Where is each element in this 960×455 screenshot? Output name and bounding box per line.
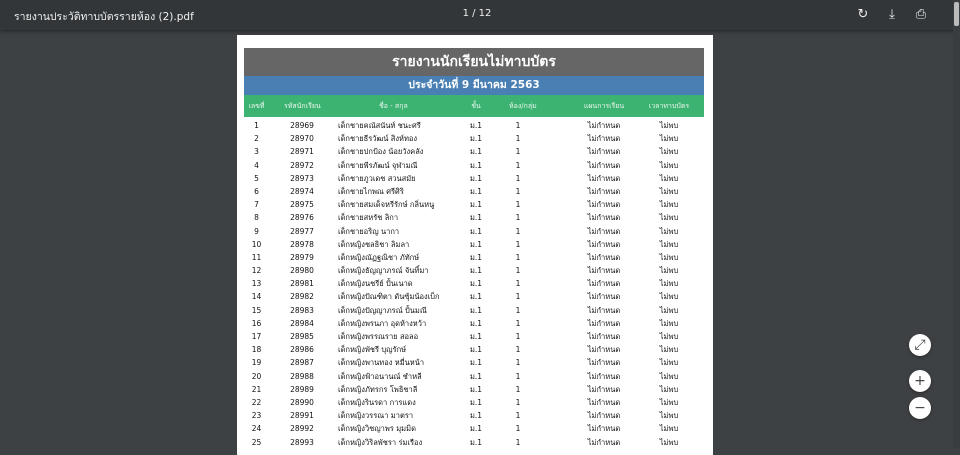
table-cell: 21: [251, 384, 262, 394]
table-cell: ไม่พบ: [659, 186, 679, 196]
table-cell: ไม่พบ: [659, 200, 679, 210]
table-cell: 1: [515, 200, 521, 210]
table-cell: ม.1: [469, 200, 483, 210]
table-cell: ไม่กำหนด: [587, 358, 621, 368]
col-header: ชื่อ - สกุล: [379, 102, 408, 110]
zoom-out-button[interactable]: [909, 397, 931, 419]
table-cell: 28985: [290, 332, 314, 341]
table-cell: ไม่กำหนด: [587, 345, 621, 355]
table-cell: ไม่กำหนด: [587, 134, 621, 144]
table-cell: ม.1: [469, 345, 483, 355]
table-cell: ไม่พบ: [659, 239, 679, 249]
pdf-page: [237, 35, 713, 455]
table-cell: เด็กชายภูวเดช สวนสมัย: [338, 173, 416, 183]
table-cell: ไม่พบ: [659, 397, 679, 407]
table-cell: ม.1: [469, 173, 483, 183]
table-cell: ไม่กำหนด: [587, 186, 621, 196]
table-cell: ไม่กำหนด: [587, 411, 621, 421]
table-row: [244, 396, 704, 409]
table-cell: 28970: [290, 134, 314, 144]
table-body: [244, 119, 704, 449]
table-cell: 1: [515, 226, 521, 236]
table-cell: 3: [254, 147, 259, 157]
table-row: [244, 185, 704, 198]
zoom-out-icon: −: [914, 400, 926, 416]
table-cell: ไม่พบ: [659, 252, 679, 262]
table-cell: เด็กหญิงชลธิชา ลิมลา: [338, 239, 410, 249]
table-cell: 1: [515, 252, 521, 262]
table-row: [244, 251, 704, 264]
table-cell: ม.1: [469, 160, 483, 170]
table-cell: 1: [515, 424, 521, 434]
table-cell: ไม่พบ: [659, 384, 679, 394]
table-cell: ไม่กำหนด: [587, 173, 621, 183]
table-cell: 17: [251, 332, 262, 341]
table-row: [244, 238, 704, 251]
table-cell: ไม่กำหนด: [587, 332, 621, 341]
table-cell: 5: [254, 173, 259, 183]
table-cell: 18: [251, 345, 262, 355]
table-row: [244, 383, 704, 396]
table-cell: ไม่กำหนด: [587, 292, 621, 302]
table-row: [244, 422, 704, 435]
table-cell: ไม่พบ: [659, 160, 679, 170]
table-cell: 28977: [290, 226, 314, 236]
table-cell: ไม่กำหนด: [587, 424, 621, 434]
table-cell: เด็กหญิงพัชรี บุญรักษ์: [338, 345, 407, 355]
table-cell: 1: [515, 397, 521, 407]
table-cell: 19: [251, 358, 262, 368]
table-cell: ไม่กำหนด: [587, 266, 621, 276]
table-cell: เด็กหญิงธัญญาภรณ์ จันทิ์มา: [338, 266, 429, 276]
table-cell: ม.1: [469, 397, 483, 407]
table-cell: 28982: [290, 292, 314, 302]
table-cell: ไม่พบ: [659, 305, 679, 315]
table-cell: 13: [251, 279, 262, 289]
table-cell: ไม่พบ: [659, 134, 679, 144]
table-cell: ไม่กำหนด: [587, 371, 621, 381]
table-row: [244, 159, 704, 172]
table-cell: ม.1: [469, 147, 483, 157]
table-cell: เด็กหญิงฟ้าอนานณ์ ชำหลี: [338, 371, 422, 381]
report-title: รายงานนักเรียนไม่ทาบบัตร: [244, 48, 704, 76]
table-cell: ไม่พบ: [659, 424, 679, 434]
table-cell: เด็กหญิงพานทอง หมื่นหน้า: [338, 358, 425, 368]
table-row: [244, 132, 704, 145]
table-row: [244, 145, 704, 158]
table-cell: 28993: [290, 437, 314, 447]
table-cell: เด็กชายไกพณ ศรีศิริ: [338, 186, 404, 196]
table-cell: 15: [251, 305, 262, 315]
table-cell: 28976: [290, 213, 314, 223]
col-header: ห้อง/กลุ่ม: [509, 102, 537, 110]
table-cell: 28969: [290, 121, 314, 130]
table-cell: ไม่กำหนด: [587, 384, 621, 394]
pdf-toolbar: [0, 0, 960, 30]
table-cell: เด็กหญิงวรรณา มาตรา: [338, 411, 414, 421]
table-cell: 28988: [290, 371, 314, 381]
table-cell: 1: [515, 305, 521, 315]
table-cell: ไม่พบ: [659, 371, 679, 381]
table-cell: ไม่พบ: [659, 121, 679, 130]
table-row: [244, 225, 704, 238]
table-cell: 1: [515, 266, 521, 276]
table-cell: ม.1: [469, 186, 483, 196]
download-icon[interactable]: ⤓: [889, 7, 895, 22]
table-cell: ม.1: [469, 305, 483, 315]
table-cell: ม.1: [469, 279, 483, 289]
table-cell: 23: [251, 411, 262, 421]
table-cell: 25: [251, 437, 262, 447]
scrollbar-thumb[interactable]: [954, 2, 959, 26]
table-cell: ม.1: [469, 332, 483, 341]
table-cell: ไม่กำหนด: [587, 213, 621, 223]
table-cell: 10: [251, 239, 262, 249]
table-cell: 28973: [290, 173, 314, 183]
table-cell: ไม่กำหนด: [587, 397, 621, 407]
fit-page-button[interactable]: [909, 334, 931, 356]
table-cell: ม.1: [469, 411, 483, 421]
table-cell: 28979: [290, 252, 314, 262]
table-cell: เด็กหญิงปัญญาภรณ์ ปั้นมณี: [338, 305, 427, 315]
table-cell: ไม่กำหนด: [587, 252, 621, 262]
table-cell: 20: [251, 371, 262, 381]
table-cell: ม.1: [469, 437, 483, 447]
table-cell: ไม่พบ: [659, 411, 679, 421]
table-cell: 7: [254, 200, 259, 210]
table-cell: ไม่พบ: [659, 279, 679, 289]
table-cell: ไม่พบ: [659, 266, 679, 276]
table-cell: ม.1: [469, 266, 483, 276]
table-row: [244, 264, 704, 277]
table-cell: 1: [515, 173, 521, 183]
table-cell: ม.1: [469, 292, 483, 302]
table-cell: 28975: [290, 200, 314, 210]
table-cell: ม.1: [469, 226, 483, 236]
table-cell: เด็กชายธีรวัฒน์ สิงห์ทอง: [338, 134, 418, 144]
table-cell: 8: [254, 213, 259, 223]
table-cell: 28972: [290, 160, 314, 170]
report-date: ประจำวันที่ 9 มีนาคม 2563: [244, 76, 704, 95]
table-cell: ไม่พบ: [659, 358, 679, 368]
col-header: เวลาทาบบัตร: [648, 102, 690, 110]
document-title: รายงานประวัติทาบบัตรรายห้อง (2).pdf: [14, 11, 194, 23]
table-cell: ไม่พบ: [659, 318, 679, 328]
table-cell: 28974: [290, 186, 314, 196]
table-cell: ไม่พบ: [659, 226, 679, 236]
table-row: [244, 172, 704, 185]
table-cell: ไม่กำหนด: [587, 200, 621, 210]
col-header: เลขที่: [248, 102, 265, 110]
col-header: แผนการเรียน: [583, 102, 625, 110]
table-cell: 28989: [290, 384, 314, 394]
table-cell: เด็กหญิงวิริลพัชรา ร่มเรือง: [338, 437, 423, 447]
table-cell: ไม่กำหนด: [587, 121, 621, 130]
table-cell: เด็กหญิงณัฏฐณิชา ภัทักษ์: [338, 252, 420, 262]
table-cell: 1: [515, 318, 521, 328]
table-cell: 24: [251, 424, 262, 434]
table-cell: เด็กชายอริญ นากา: [338, 226, 400, 236]
table-cell: ไม่กำหนด: [587, 279, 621, 289]
table-cell: ไม่พบ: [659, 213, 679, 223]
table-cell: 16: [251, 318, 262, 328]
table-row: [244, 409, 704, 422]
table-row: [244, 370, 704, 383]
table-cell: 1: [515, 279, 521, 289]
table-cell: ไม่พบ: [659, 173, 679, 183]
table-cell: ม.1: [469, 252, 483, 262]
col-header: ชั้น: [471, 102, 481, 110]
table-cell: เด็กหญิงรินรดา การแดง: [338, 397, 416, 407]
print-icon[interactable]: ⎙: [915, 7, 927, 22]
table-row: [244, 356, 704, 369]
table-cell: 28981: [290, 279, 314, 289]
table-cell: 1: [515, 332, 521, 341]
table-cell: เด็กหญิงวิชญาพร มุมมิด: [338, 424, 416, 434]
table-cell: เด็กชายพีรภัฒน์ จุฬามณี: [338, 160, 418, 170]
table-cell: ม.1: [469, 134, 483, 144]
table-cell: ไม่กำหนด: [587, 305, 621, 315]
table-cell: 28984: [290, 318, 314, 328]
table-cell: 1: [254, 121, 259, 130]
table-row: [244, 317, 704, 330]
table-cell: 1: [515, 437, 521, 447]
table-cell: 9: [254, 226, 259, 236]
table-row: [244, 436, 704, 449]
table-row: [244, 119, 704, 132]
table-cell: 1: [515, 384, 521, 394]
table-cell: ม.1: [469, 358, 483, 368]
table-cell: เด็กชายสมเด็จหรีรักษ์ กลิ่นหนู: [338, 200, 435, 210]
table-row: [244, 330, 704, 343]
rotate-icon[interactable]: ↻: [857, 7, 869, 22]
table-row: [244, 198, 704, 211]
table-cell: 1: [515, 121, 521, 130]
zoom-in-icon: +: [914, 373, 926, 389]
table-row: [244, 290, 704, 303]
table-cell: ม.1: [469, 318, 483, 328]
table-cell: ม.1: [469, 371, 483, 381]
table-cell: 1: [515, 345, 521, 355]
table-cell: 28992: [290, 424, 314, 434]
table-row: [244, 211, 704, 224]
table-cell: 11: [251, 252, 262, 262]
table-cell: 1: [515, 239, 521, 249]
table-cell: เด็กชายคณัสนันท์ ชนะศรี: [338, 121, 421, 130]
table-cell: 28990: [290, 397, 314, 407]
table-cell: ไม่กำหนด: [587, 226, 621, 236]
table-cell: 1: [515, 371, 521, 381]
page-indicator[interactable]: 1 / 12: [462, 8, 492, 19]
table-cell: 4: [254, 160, 259, 170]
table-cell: 12: [251, 266, 262, 276]
zoom-in-button[interactable]: [909, 370, 931, 392]
table-cell: 6: [254, 186, 259, 196]
table-cell: ม.1: [469, 121, 483, 130]
table-cell: ม.1: [469, 213, 483, 223]
table-cell: 1: [515, 147, 521, 157]
table-cell: ไม่กำหนด: [587, 160, 621, 170]
table-cell: 28986: [290, 345, 314, 355]
table-cell: ไม่พบ: [659, 437, 679, 447]
table-cell: 28991: [290, 411, 314, 421]
table-cell: ม.1: [469, 239, 483, 249]
table-cell: เด็กหญิงปัณฑิตา ดันซุ้มน้องเบ็ก: [338, 292, 440, 302]
table-cell: 1: [515, 292, 521, 302]
table-cell: ไม่พบ: [659, 147, 679, 157]
table-cell: 1: [515, 213, 521, 223]
table-row: [244, 343, 704, 356]
table-cell: 14: [251, 292, 262, 302]
table-cell: 28983: [290, 305, 314, 315]
table-cell: เด็กหญิงภัทรกร โพธิชาลี: [338, 384, 418, 394]
table-cell: ไม่พบ: [659, 345, 679, 355]
table-cell: เด็กหญิงพรรณราย สอลอ: [338, 332, 419, 341]
table-cell: 28980: [290, 266, 314, 276]
table-cell: เด็กชายสหรัช ลิกา: [338, 213, 399, 223]
table-header: [244, 95, 704, 117]
table-cell: เด็กชายปกป้อง น้อยวังคลัง: [338, 147, 424, 157]
table-cell: 1: [515, 160, 521, 170]
table-cell: 1: [515, 358, 521, 368]
table-row: [244, 277, 704, 290]
table-cell: 28971: [290, 147, 314, 157]
table-cell: เด็กหญิงพรนภา อุดห้างหว้า: [338, 318, 427, 328]
table-cell: 22: [251, 397, 262, 407]
table-cell: ไม่กำหนด: [587, 147, 621, 157]
table-cell: ไม่พบ: [659, 332, 679, 341]
table-cell: ไม่กำหนด: [587, 437, 621, 447]
table-cell: ม.1: [469, 384, 483, 394]
table-row: [244, 304, 704, 317]
table-cell: ไม่พบ: [659, 292, 679, 302]
table-cell: 1: [515, 411, 521, 421]
col-header: รหัสนักเรียน: [284, 102, 321, 110]
table-cell: 1: [515, 134, 521, 144]
fit-page-icon: ⤢: [914, 337, 926, 353]
table-cell: ไม่กำหนด: [587, 318, 621, 328]
table-cell: 28987: [290, 358, 314, 368]
table-cell: เด็กหญิงนชรีย์ ปั้นเนาด: [338, 279, 413, 289]
table-cell: ม.1: [469, 424, 483, 434]
scrollbar[interactable]: [953, 0, 960, 448]
table-cell: 1: [515, 186, 521, 196]
table-cell: ไม่กำหนด: [587, 239, 621, 249]
table-cell: 28978: [290, 239, 314, 249]
table-cell: 2: [254, 134, 259, 144]
